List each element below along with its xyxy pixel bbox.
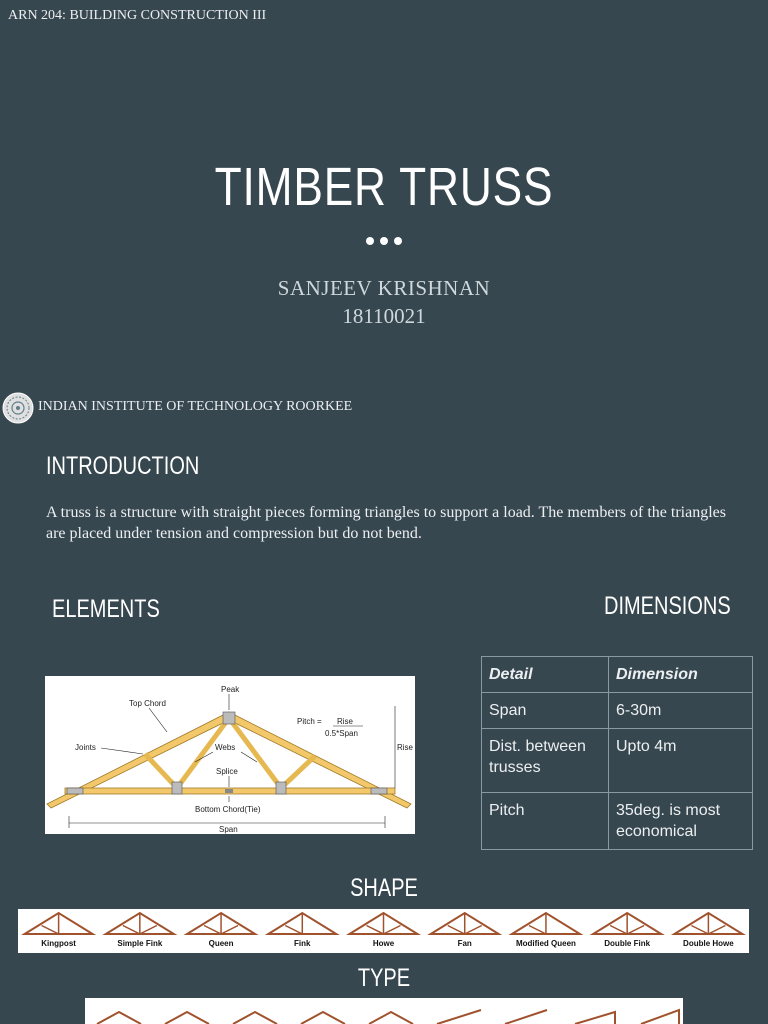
introduction-text: A truss is a structure with straight pieces forming triangles to support a load. The members of the triangles are placed under tension and compression but do not bend. <box>46 504 726 542</box>
label-pitch: Pitch = <box>297 717 322 726</box>
truss-shape-item <box>187 913 255 948</box>
dot-icon <box>366 237 374 245</box>
truss-shape-item <box>350 913 418 948</box>
label-rise-num: Rise <box>337 717 354 726</box>
column-header: Dimension <box>609 657 753 693</box>
author-name: SANJEEV KRISHNAN <box>277 276 491 300</box>
truss-web-line <box>448 926 465 935</box>
institute-name: INDIAN INSTITUTE OF TECHNOLOGY ROORKEE <box>38 399 353 414</box>
truss-web-line <box>140 926 157 935</box>
course-title: ARN 204: BUILDING CONSTRUCTION III <box>8 8 267 23</box>
truss-web-line <box>367 926 384 935</box>
label-splice: Splice <box>216 767 238 776</box>
label-bottom-chord: Bottom Chord(Tie) <box>195 805 261 814</box>
truss-shapes-strip <box>18 909 749 953</box>
truss-shape-label: Howe <box>372 939 395 948</box>
label-top-chord: Top Chord <box>129 699 166 708</box>
truss-shape-label: Fink <box>294 939 311 948</box>
ellipsis-divider <box>0 234 768 250</box>
dimensions-table <box>481 656 753 850</box>
truss-web-line <box>708 926 725 935</box>
type-heading: TYPE <box>357 964 411 992</box>
truss-shape-label: Fan <box>457 939 472 948</box>
truss-web-line <box>204 926 221 935</box>
table-header-row <box>482 657 753 693</box>
label-joints: Joints <box>75 743 96 752</box>
dot-icon <box>380 237 388 245</box>
dimension-cell: 6-30m <box>609 693 753 729</box>
truss-shape-label: Modified Queen <box>515 939 576 948</box>
table-row <box>482 793 753 850</box>
truss-web-line <box>384 926 401 935</box>
roll-number: 18110021 <box>342 304 426 328</box>
institute-seal-icon <box>2 392 34 424</box>
truss-web-line <box>285 926 302 935</box>
dimensions-heading: DIMENSIONS <box>604 592 731 620</box>
detail-cell: Pitch <box>482 793 609 850</box>
truss-shape-item <box>431 913 499 948</box>
truss-web-line <box>465 926 482 935</box>
elements-heading: ELEMENTS <box>52 595 160 623</box>
label-rise-den: 0.5*Span <box>325 729 358 738</box>
label-rise: Rise <box>397 743 414 752</box>
truss-web-line <box>221 926 238 935</box>
truss-web-line <box>691 926 708 935</box>
page-title: TIMBER TRUSS <box>214 157 554 217</box>
truss-shape-item <box>106 913 174 948</box>
detail-cell: Dist. between trusses <box>482 729 609 793</box>
truss-web-line <box>123 926 140 935</box>
shape-heading: SHAPE <box>350 874 418 902</box>
label-webs: Webs <box>215 743 236 752</box>
truss-shape-label: Kingpost <box>41 939 76 948</box>
label-peak: Peak <box>221 685 240 694</box>
dot-icon <box>394 237 402 245</box>
truss-web-line <box>610 926 627 935</box>
dimension-cell: Upto 4m <box>609 729 753 793</box>
truss-shape-item <box>512 913 580 948</box>
introduction-heading: INTRODUCTION <box>46 452 200 480</box>
truss-shape-item <box>674 913 742 948</box>
detail-cell: Span <box>482 693 609 729</box>
truss-shape-item <box>25 913 93 948</box>
truss-shape-item <box>268 913 336 948</box>
truss-types-strip <box>85 998 683 1024</box>
truss-shape-label: Double Fink <box>604 939 651 948</box>
truss-web-line <box>42 926 59 935</box>
column-header: Detail <box>482 657 609 693</box>
truss-web-line <box>627 926 644 935</box>
truss-web-line <box>529 926 546 935</box>
table-row <box>482 693 753 729</box>
truss-elements-diagram <box>45 676 415 834</box>
truss-shape-label: Simple Fink <box>117 939 163 948</box>
dimension-cell: 35deg. is most economical <box>609 793 753 850</box>
label-span: Span <box>219 825 238 834</box>
truss-shape-label: Double Howe <box>683 939 734 948</box>
truss-shape-item <box>593 913 661 948</box>
table-row <box>482 729 753 793</box>
truss-shape-label: Queen <box>208 939 234 948</box>
